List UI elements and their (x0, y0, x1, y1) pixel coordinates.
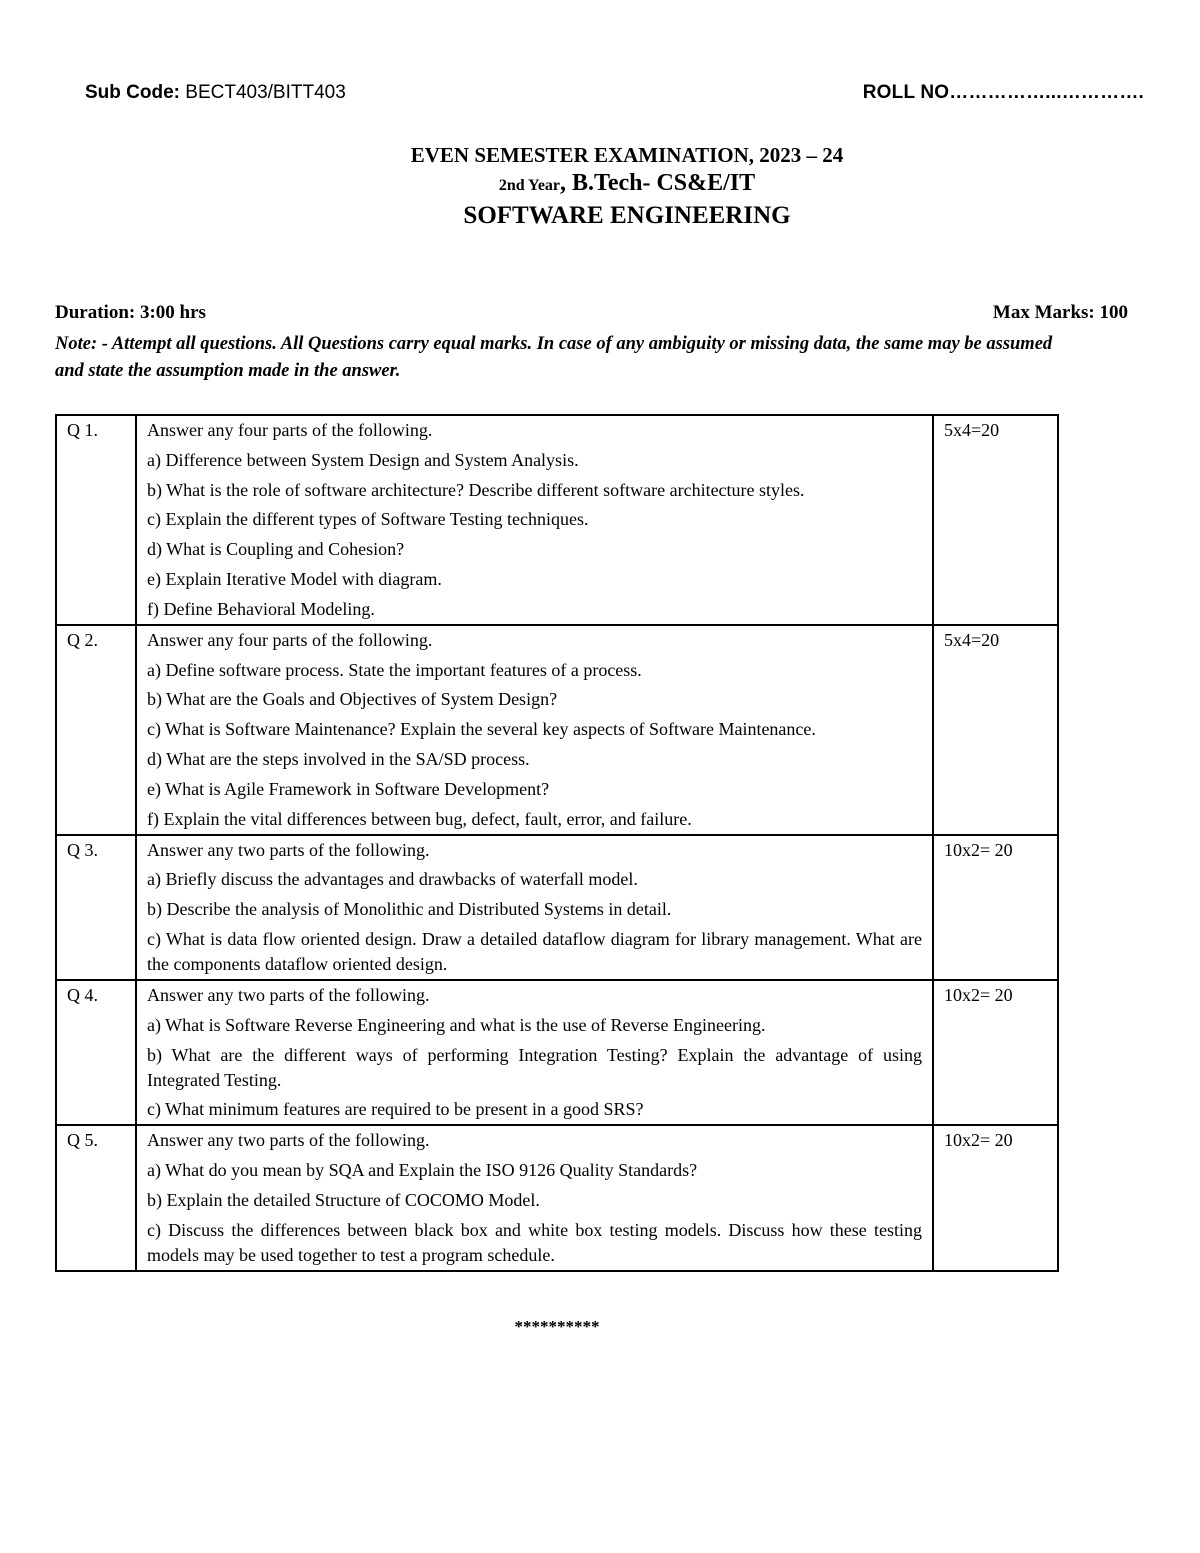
year: 2nd Year (498, 177, 561, 194)
question-part: c) What is data flow oriented design. Draw a detailed dataflow diagram for library management. What are the components dataflow oriented design. (147, 928, 922, 974)
question-row (56, 625, 1058, 835)
question-number: Q 5. (56, 1125, 136, 1270)
question-part: c) Explain the different types of Software Testing techniques. (147, 509, 589, 530)
question-content (136, 980, 933, 1125)
question-marks: 10x2= 20 (933, 1125, 1058, 1270)
question-row (56, 835, 1058, 980)
roll-no-text: ROLL NO……………...…………. (862, 82, 1144, 103)
question-part: a) Briefly discuss the advantages and drawbacks of waterfall model. (147, 869, 638, 890)
question-number: Q 4. (56, 980, 136, 1125)
question-instruction: Answer any four parts of the following. (147, 629, 433, 650)
program-line (0, 170, 1200, 197)
instructions-note: Note: - Attempt all questions. All Questions carry equal marks. In case of any ambiguity or missing data, the same may be assumed and state the assumption made in the answer. (55, 334, 1053, 381)
question-part: c) Discuss the differences between black box and white box testing models. Discuss how these testing models may be used together to test a program schedule. (147, 1219, 922, 1265)
question-content (136, 625, 933, 835)
sub-code-value: BECT403/BITT403 (185, 82, 346, 103)
question-number: Q 1. (56, 415, 136, 625)
question-part: b) Explain the detailed Structure of COCOMO Model. (147, 1189, 540, 1210)
question-content (136, 415, 933, 625)
question-marks: 10x2= 20 (933, 835, 1058, 980)
exam-info (55, 302, 1128, 324)
question-part: c) What is Software Maintenance? Explain the several key aspects of Software Maintenance. (147, 719, 816, 740)
question-part: a) What do you mean by SQA and Explain the ISO 9126 Quality Standards? (147, 1160, 698, 1181)
question-part: f) Define Behavioral Modeling. (147, 598, 375, 619)
roll-no (863, 82, 1144, 104)
question-part: f) Explain the vital differences between bug, defect, fault, error, and failure. (147, 808, 692, 829)
question-marks: 10x2= 20 (933, 980, 1058, 1125)
question-part: d) What are the steps involved in the SA/SD process. (147, 748, 530, 769)
question-marks: 5x4=20 (933, 625, 1058, 835)
sub-code-label: Sub Code: (85, 82, 180, 103)
max-marks: Max Marks: 100 (992, 302, 1128, 323)
question-instruction: Answer any two parts of the following. (147, 839, 430, 860)
question-instruction: Answer any two parts of the following. (147, 984, 430, 1005)
question-part: d) What is Coupling and Cohesion? (147, 539, 405, 560)
question-marks: 5x4=20 (933, 415, 1058, 625)
question-part: e) What is Agile Framework in Software Development? (147, 778, 550, 799)
question-row (56, 980, 1058, 1125)
duration: Duration: 3:00 hrs (55, 302, 206, 323)
sub-code (85, 82, 346, 104)
exam-title: EVEN SEMESTER EXAMINATION, 2023 – 24 (410, 143, 844, 167)
program: , B.Tech- CS&E/IT (560, 170, 756, 196)
question-part: a) What is Software Reverse Engineering and what is the use of Reverse Engineering. (147, 1014, 766, 1035)
question-instruction: Answer any two parts of the following. (147, 1130, 430, 1151)
question-content (136, 1125, 933, 1270)
question-part: b) What are the Goals and Objectives of System Design? (147, 689, 558, 710)
question-content (136, 835, 933, 980)
question-row (56, 1125, 1058, 1270)
question-number: Q 3. (56, 835, 136, 980)
top-line (85, 82, 1144, 104)
question-part: a) Define software process. State the important features of a process. (147, 659, 642, 680)
question-part: c) What minimum features are required to be present in a good SRS? (147, 1099, 644, 1120)
question-part: a) Difference between System Design and System Analysis. (147, 449, 579, 470)
question-row (56, 415, 1058, 625)
question-part: b) What is the role of software architecture? Describe different software architecture styles. (147, 479, 805, 500)
question-table (55, 414, 1059, 1272)
end-marker: ********** (514, 1317, 600, 1336)
question-part: b) Describe the analysis of Monolithic and Distributed Systems in detail. (147, 899, 672, 920)
question-part: b) What are the different ways of performing Integration Testing? Explain the advantage of using Integrated Testing. (147, 1044, 922, 1090)
question-part: e) Explain Iterative Model with diagram. (147, 568, 442, 589)
subject-title: SOFTWARE ENGINEERING (463, 202, 791, 229)
question-instruction: Answer any four parts of the following. (147, 420, 433, 440)
question-number: Q 2. (56, 625, 136, 835)
